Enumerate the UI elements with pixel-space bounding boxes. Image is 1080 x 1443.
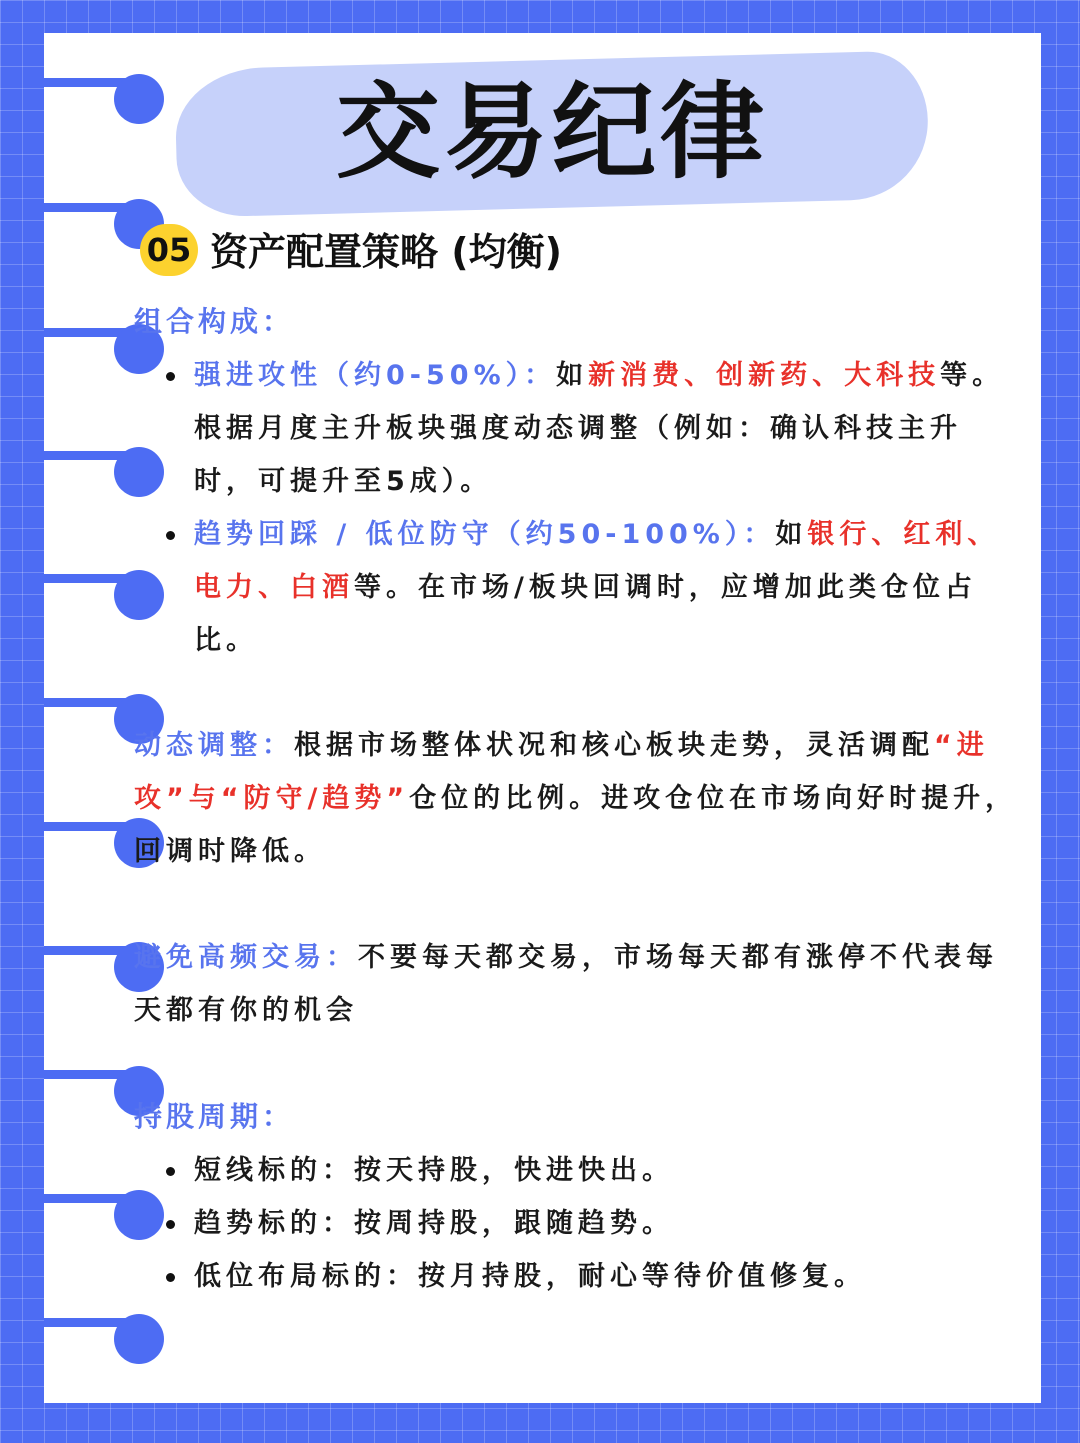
holding-item-text: 按天持股，快进快出。 xyxy=(354,1155,674,1186)
item-prefix: 如 xyxy=(556,360,589,391)
holding-item-label: 低位布局标的： xyxy=(194,1261,418,1292)
binder-ring xyxy=(44,1314,164,1364)
avoid-text: 不要每天都交易，市场每天都有涨停不代表每天都有你的机会 xyxy=(134,942,998,1026)
composition-label: 组合构成： xyxy=(134,305,295,338)
page-title: 交易纪律 xyxy=(335,71,768,193)
binder-ring xyxy=(44,570,164,620)
item-label: 趋势回踩 / 低位防守（约50-100%）： xyxy=(194,519,776,550)
binder-ring xyxy=(44,74,164,124)
holding-label: 持股周期： xyxy=(134,1100,295,1133)
item-text: 等。在市场/板块回调时，应增加此类仓位占比。 xyxy=(194,572,977,656)
section-number-badge: 05 xyxy=(140,224,198,276)
avoid-trading-paragraph xyxy=(134,931,1022,1037)
item-text: 等。根据月度主升板块强度动态调整（例如：确认科技主升时，可提升至5成）。 xyxy=(194,360,1005,497)
dynamic-text-1: 根据市场整体状况和核心板块走势，灵活调配 xyxy=(294,730,934,761)
item-highlight: 银行、红利、电力、白酒 xyxy=(194,519,1000,603)
list-item xyxy=(158,1250,1022,1303)
dynamic-highlight: “进攻”与“防守/趋势” xyxy=(134,730,989,814)
holding-item-label: 短线标的： xyxy=(194,1155,354,1186)
dynamic-label: 动态调整： xyxy=(134,730,294,761)
dynamic-text-2: 仓位的比例。进攻仓位在市场向好时提升，回调时降低。 xyxy=(134,783,1018,867)
holding-item-text: 按周持股，跟随趋势。 xyxy=(354,1208,674,1239)
holding-list xyxy=(158,1144,1022,1303)
dynamic-adjust-paragraph xyxy=(134,719,1022,878)
composition-list xyxy=(158,349,1022,667)
list-item xyxy=(158,1144,1022,1197)
section-heading: 资产配置策略 (均衡) xyxy=(210,230,562,274)
item-label: 强进攻性（约0-50%）： xyxy=(194,360,557,391)
holding-item-label: 趋势标的： xyxy=(194,1208,354,1239)
list-item xyxy=(158,349,1022,508)
avoid-label: 避免高频交易： xyxy=(134,942,358,973)
holding-item-text: 按月持股，耐心等待价值修复。 xyxy=(418,1261,866,1292)
item-highlight: 新消费、创新药、大科技 xyxy=(588,360,941,391)
binder-ring xyxy=(44,447,164,497)
list-item xyxy=(158,1197,1022,1250)
binder-ring xyxy=(44,1190,164,1240)
list-item xyxy=(158,508,1022,667)
item-prefix: 如 xyxy=(775,519,808,550)
